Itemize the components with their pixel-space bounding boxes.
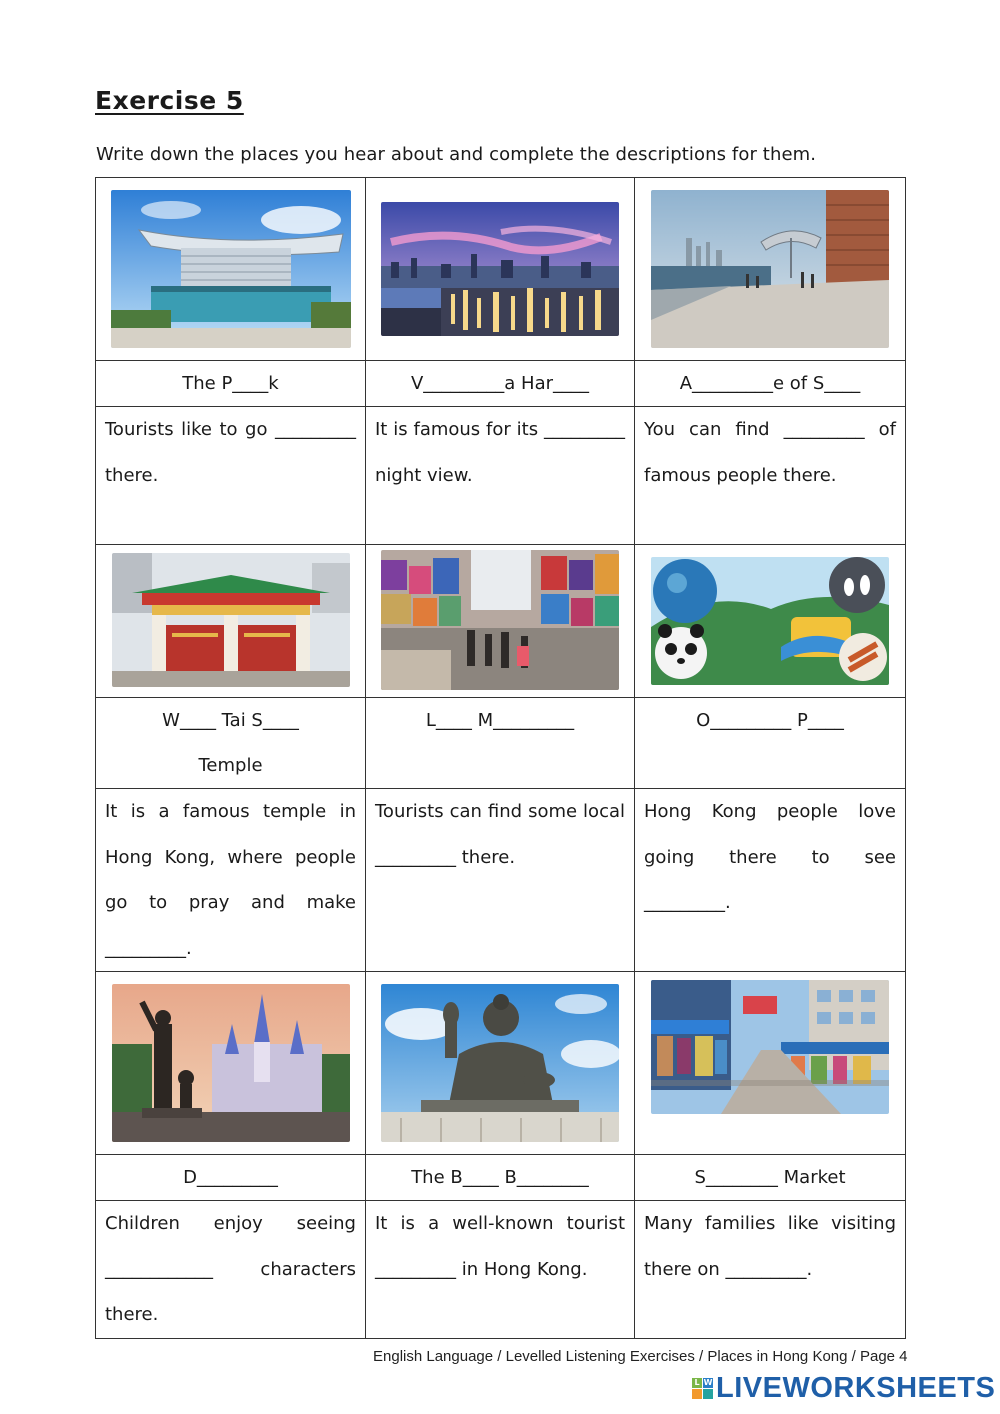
image-cell	[366, 972, 635, 1155]
image-cell	[96, 972, 366, 1155]
image-row	[96, 972, 906, 1155]
place-name-blank[interactable]: The P____k	[182, 373, 279, 394]
description-row	[96, 1201, 906, 1339]
wong-tai-sin-temple-photo	[112, 553, 350, 687]
places-table	[95, 177, 906, 1339]
liveworksheets-icon	[692, 1378, 713, 1399]
description-cell	[96, 789, 366, 972]
image-cell	[635, 178, 906, 361]
description-text[interactable]: Children enjoy seeing ____________ characters there.	[105, 1213, 356, 1325]
description-text[interactable]: You can find _________ of famous people there.	[644, 419, 896, 486]
exercise-instruction: Write down the places you hear about and complete the descriptions for them.	[96, 144, 817, 165]
image-cell	[96, 545, 366, 698]
description-text[interactable]: Hong Kong people love going there to see _________.	[644, 801, 896, 913]
logo-square-w: W	[703, 1378, 713, 1387]
description-cell	[635, 1201, 906, 1339]
description-text[interactable]: Tourists like to go _________ there.	[105, 419, 356, 486]
description-text[interactable]: It is famous for its _________ night view.	[375, 419, 625, 486]
description-row	[96, 407, 906, 545]
place-name-cell	[96, 698, 366, 789]
label-row	[96, 1155, 906, 1201]
harbour-night-view-photo	[381, 202, 619, 336]
description-row	[96, 789, 906, 972]
place-name-blank[interactable]: The B____ B________	[411, 1167, 589, 1188]
big-buddha-photo	[381, 984, 619, 1142]
place-name-cell	[635, 698, 906, 789]
place-name-blank[interactable]: D_________	[183, 1167, 278, 1188]
image-row	[96, 178, 906, 361]
stanley-market-photo	[651, 980, 889, 1114]
place-name-cell	[635, 1155, 906, 1201]
place-name-blank[interactable]: S________ Market	[694, 1167, 846, 1188]
description-text[interactable]: Tourists can find some local _________ there.	[375, 801, 625, 868]
place-name-cell	[366, 361, 635, 407]
description-text[interactable]: Many families like visiting there on _________.	[644, 1213, 896, 1280]
description-cell	[96, 407, 366, 545]
image-cell	[635, 545, 906, 698]
label-row	[96, 361, 906, 407]
logo-square-3	[692, 1389, 702, 1399]
place-name-cell	[366, 698, 635, 789]
image-cell	[366, 545, 635, 698]
exercise-title: Exercise 5	[95, 86, 244, 115]
avenue-of-stars-photo	[651, 190, 889, 348]
description-text[interactable]: It is a famous temple in Hong Kong, where people go to pray and make _________.	[105, 801, 356, 959]
place-name-cell	[366, 1155, 635, 1201]
place-name-cell	[96, 361, 366, 407]
place-name-blank[interactable]: W____ Tai S____	[162, 710, 299, 731]
label-row	[96, 698, 906, 789]
image-cell	[96, 178, 366, 361]
place-name-cell	[635, 361, 906, 407]
liveworksheets-logo[interactable]	[692, 1372, 995, 1405]
description-cell	[96, 1201, 366, 1339]
logo-square-4	[703, 1389, 713, 1399]
image-cell	[366, 178, 635, 361]
logo-square-l: L	[692, 1378, 702, 1388]
place-name-blank[interactable]: O_________ P____	[696, 710, 844, 731]
place-name-blank[interactable]: V_________a Har____	[410, 373, 590, 394]
place-name-blank[interactable]: A_________e of S____	[679, 373, 861, 394]
image-cell	[635, 972, 906, 1155]
image-row	[96, 545, 906, 698]
ocean-park-photo	[651, 557, 889, 685]
place-name-blank[interactable]: L____ M_________	[425, 710, 575, 731]
description-cell	[366, 789, 635, 972]
peak-tower-photo	[111, 190, 351, 348]
description-cell	[366, 1201, 635, 1339]
description-cell	[366, 407, 635, 545]
description-cell	[635, 789, 906, 972]
description-cell	[635, 407, 906, 545]
brand-name: LIVEWORKSHEETS	[716, 1372, 996, 1404]
place-name-cell	[96, 1155, 366, 1201]
page-footer: English Language / Levelled Listening Exercises / Places in Hong Kong / Page 4	[373, 1348, 908, 1365]
disneyland-castle-photo	[112, 984, 350, 1142]
ladies-market-photo	[381, 550, 619, 690]
description-text[interactable]: It is a well-known tourist _________ in Hong Kong.	[375, 1213, 625, 1280]
place-name-line2: Temple	[198, 755, 263, 776]
